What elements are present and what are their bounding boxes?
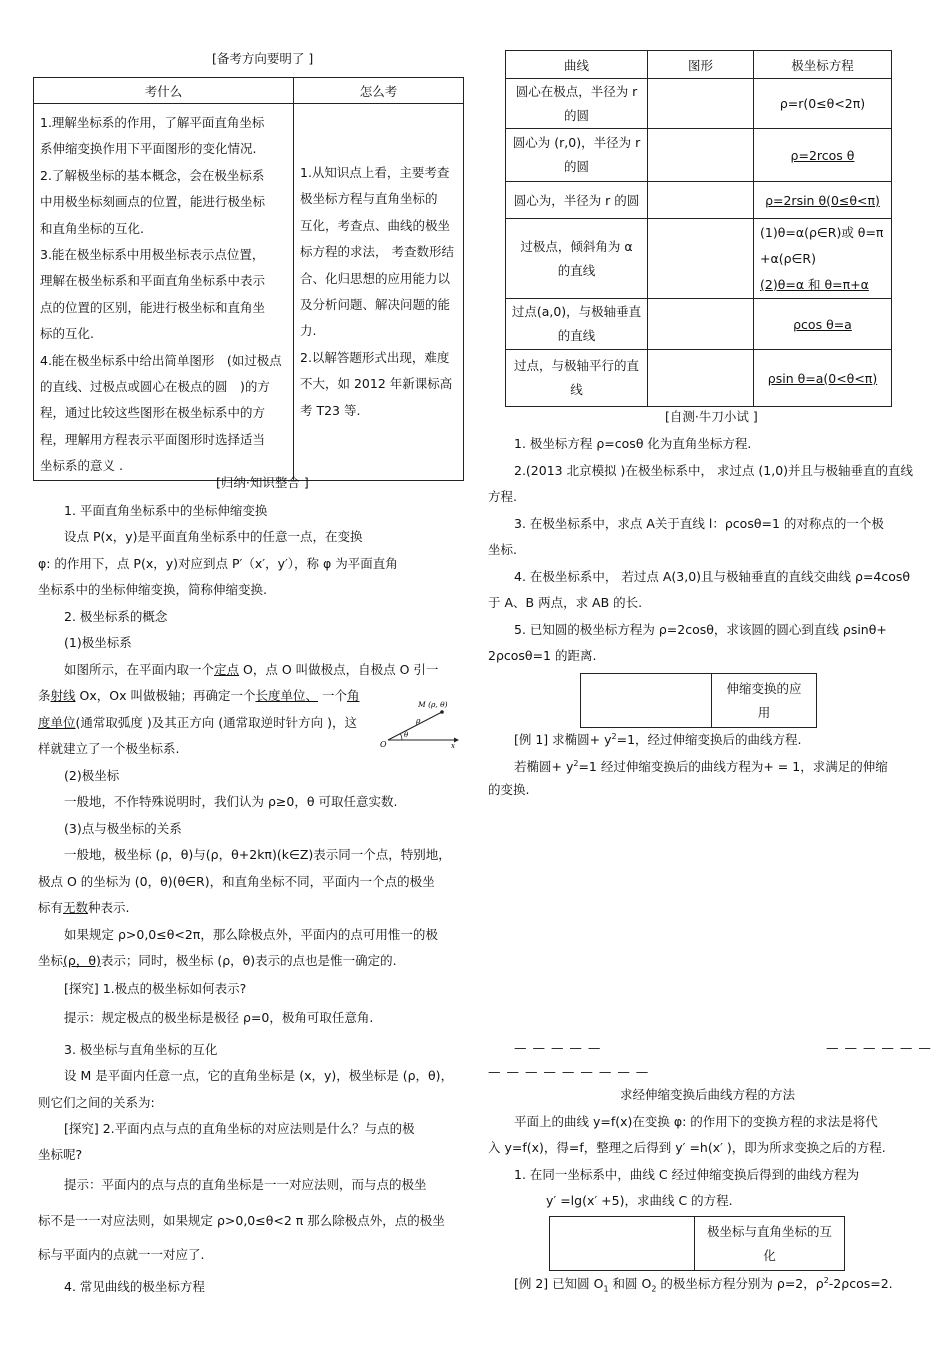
tishi-2-line-2: 标不是一一对应法则，如果规定 ρ>0,0≤θ<2 π 那么除极点外，点的极坐 <box>38 1213 445 1228</box>
curve-name-line: 线 <box>570 382 583 397</box>
curve-name-line: 过点(a,0)，与极轴垂直 <box>511 304 642 319</box>
kao-line: 1.理解坐标系的作用，了解平面直角坐标 <box>40 115 265 130</box>
underlined-term: (ρ，θ) <box>63 953 101 968</box>
question-5-line-1: 5. 已知圆的极坐标方程为 ρ=2cosθ，求该圆的圆心到直线 ρsinθ+ <box>514 622 887 637</box>
text: 的极坐标方程分别为 ρ=2，ρ <box>656 1276 824 1292</box>
method-line-1: 平面上的曲线 y=f(x)在变换 φ: 的作用下的变换方程的求法是将代 <box>514 1114 878 1129</box>
kao-line: 程，理解用方程表示平面图形时选择适当 <box>40 431 266 447</box>
equation: ρcos θ=a <box>793 316 852 332</box>
question-2-line-2: 方程. <box>488 489 517 504</box>
zenme-line: 互化，考查点、曲线的极坐 <box>300 217 451 233</box>
s2-3-line-1: 一般地，极坐标 (ρ，θ)与(ρ，θ+2kπ)(k∈Z)表示同一个点，特别地， <box>64 847 451 862</box>
underlined-term: 角 <box>346 688 360 703</box>
figure-cell <box>648 219 754 299</box>
text: 如图所示，在平面内取一个 <box>64 662 215 677</box>
curve-name-line: 圆心为 (r,0)，半径为 r <box>512 135 641 150</box>
dash-left: — — — — — <box>514 1040 602 1055</box>
zenme-line: 考 T23 等. <box>300 402 361 418</box>
question-3-line-1: 3. 在极坐标系中，求点 A关于直线 l：ρcosθ=1 的对称点的一个极 <box>514 516 884 531</box>
topic-box-2 <box>549 1216 845 1271</box>
s2-3-line-3 <box>38 899 130 917</box>
kao-line: 和直角坐标的互化. <box>40 220 144 236</box>
kao-line: 中用极坐标刻画点的位置，能进行极坐标 <box>40 194 266 210</box>
zenme-line: 力. <box>300 323 317 339</box>
question-3-line-2: 坐标. <box>488 542 517 557</box>
zenme-line: 2.以解答题形式出现，难度 <box>300 349 450 365</box>
text: 坐标 <box>38 953 64 968</box>
zice-header: [自测·牛刀小试 ] <box>665 409 758 424</box>
kao-line: 2.了解极坐标的基本概念，会在极坐标系 <box>40 167 265 183</box>
s2-3-line-2: 极点 O 的坐标为 (0，θ)(θ∈R)，和直角坐标不同，平面内一个点的极坐 <box>38 874 435 889</box>
section-4-title: 4. 常见曲线的极坐标方程 <box>64 1279 205 1294</box>
s2-3-line-4: 如果规定 ρ>0,0≤θ<2π，那么除极点外，平面内的点可用惟一的极 <box>64 927 438 942</box>
equation: (2)θ=α 和 θ=π+α <box>760 276 869 292</box>
s2-line-2 <box>38 687 359 705</box>
superscript: 2 <box>823 1276 829 1285</box>
text: O，点 O 叫做极点，自极点 O 引一 <box>239 662 439 677</box>
question-2-line-1: 2.(2013 北京模拟 )在极坐标系中， 求过点 (1,0)并且与极轴垂直的直线 <box>514 463 914 478</box>
s1-line-1: 设点 P(x，y)是平面直角坐标系中的任意一点，在变换 <box>64 529 363 544</box>
zenme-line: 合、化归思想的应用能力以 <box>300 270 451 286</box>
curve-name-cell <box>506 299 648 350</box>
text: [例 1] 求椭圆+ y <box>514 732 612 748</box>
dash-right: — — — — — — <box>826 1040 932 1055</box>
kao-line: 的直线、过极点或圆心在极点的圆 )的方 <box>40 379 270 395</box>
label-x: x <box>451 742 455 748</box>
text: 表示；同时，极坐标 (ρ，θ)表示的点也是惟一确定的. <box>100 953 397 968</box>
label-O: O <box>380 740 387 748</box>
figure-cell <box>648 129 754 182</box>
s2-sub-2: (2)极坐标 <box>64 768 120 783</box>
question-4-line-1: 4. 在极坐标系中， 若过点 A(3,0)且与极轴垂直的直线交曲线 ρ=4cosθ <box>514 569 911 584</box>
tanjiu-2-line-2: 坐标呢? <box>38 1147 83 1162</box>
header-kao-shenme: 考什么 <box>34 78 294 104</box>
kao-line: 坐标系的意义 . <box>40 458 123 474</box>
guina-header: [归纳·知识整合 ] <box>216 475 309 490</box>
equation-cell <box>754 79 892 129</box>
example-1-line-1 <box>514 728 802 749</box>
equation: (1)θ=α(ρ∈R)或 θ=π <box>760 224 884 240</box>
equation-cell <box>754 182 892 219</box>
tishi-2-line-3: 标与平面内的点就一一对应了. <box>38 1247 205 1262</box>
zenme-line: 不大，如 2012 年新课标高 <box>300 376 453 392</box>
equation-cell <box>754 129 892 182</box>
topic-box-label <box>712 674 817 728</box>
text: 条 <box>38 688 51 703</box>
topic-box-empty <box>581 674 712 728</box>
s2-sub-3: (3)点与极坐标的关系 <box>64 821 182 836</box>
s2-line-1 <box>64 661 438 679</box>
s2-line-3 <box>38 714 357 732</box>
equation: ρ=2rcos θ <box>790 147 855 163</box>
text: (通常取弧度 )及其正方向 (通常取逆时针方向 )，这 <box>75 715 357 730</box>
curve-name-cell <box>506 129 648 182</box>
kao-shenme-cell <box>34 104 294 481</box>
curve-name-line: 圆心为，半径为 r 的圆 <box>513 193 640 208</box>
topic-box-empty <box>550 1217 695 1271</box>
beikao-table <box>33 77 464 481</box>
polar-coordinate-figure <box>378 698 460 748</box>
method-line-2: 入 y=f(x)，得=f，整理之后得到 y′ =h(x′ )，即为所求变换之后的方程. <box>488 1140 886 1155</box>
text: =1 经过伸缩变换后的曲线方程为+ = 1，求满足的伸缩 <box>578 759 888 775</box>
s2-sub-1: (1)极坐标系 <box>64 635 132 650</box>
curve-name-cell <box>506 350 648 407</box>
equation: ρsin θ=a(0<θ<π) <box>767 370 878 386</box>
practice-1-line-2: y′ =lg(x′ +5)，求曲线 C 的方程. <box>546 1193 733 1208</box>
section-1-title: 1. 平面直角坐标系中的坐标伸缩变换 <box>64 503 268 518</box>
figure-cell <box>648 79 754 129</box>
question-1: 1. 极坐标方程 ρ=cosθ 化为直角坐标方程. <box>514 436 752 451</box>
equation: ρ=r(0≤θ<2π) <box>779 96 866 111</box>
text: 种表示. <box>88 900 130 915</box>
angle-arc <box>400 734 402 740</box>
zenme-line: 极坐标方程与直角坐标的 <box>300 191 438 207</box>
example-1-line-2 <box>514 755 888 776</box>
curve-name-line: 的圆 <box>563 159 589 174</box>
zenme-kao-cell <box>294 104 464 481</box>
s2-line-4: 样就建立了一个极坐标系. <box>38 741 180 756</box>
kao-line: 系伸缩变换作用下平面图形的变化情况. <box>40 141 257 157</box>
label-theta: θ <box>404 731 409 739</box>
s2-2-line: 一般地，不作特殊说明时，我们认为 ρ≥0，θ 可取任意实数. <box>64 794 398 809</box>
kao-line: 点的位置的区别，能进行极坐标和直角坐 <box>40 299 266 315</box>
header-curve: 曲线 <box>506 51 648 79</box>
curve-name-cell <box>506 219 648 299</box>
curve-name-line: 的直线 <box>557 262 596 278</box>
curve-name-cell <box>506 79 648 129</box>
text: [例 2] 已知圆 O <box>514 1276 604 1292</box>
curve-name-line: 过极点，倾斜角为 α <box>520 238 633 254</box>
underlined-term: 长度单位、 <box>255 688 318 703</box>
topic-box-label <box>695 1217 845 1271</box>
zenme-line: 1.从知识点上看，主要考查 <box>300 165 450 180</box>
text: 标有 <box>38 900 64 915</box>
equation-cell <box>754 299 892 350</box>
kao-line: 理解在极坐标系和平面直角坐标系中表示 <box>40 273 266 289</box>
point-M <box>440 710 444 714</box>
subscript: 2 <box>651 1284 657 1294</box>
practice-1-line-1: 1. 在同一坐标系中，曲线 C 经过伸缩变换后得到的曲线方程为 <box>514 1167 860 1182</box>
tanjiu-1: [探究] 1.极点的极坐标如何表示? <box>64 981 247 996</box>
figure-cell <box>648 182 754 219</box>
kao-line: 标的互化. <box>40 326 94 342</box>
subscript: 1 <box>603 1284 609 1294</box>
underlined-term: 无数 <box>63 900 89 915</box>
topic-line: 用 <box>757 704 771 720</box>
label-M: M (ρ, θ) <box>418 700 448 709</box>
s3-line-1: 设 M 是平面内任意一点，它的直角坐标是 (x，y)，极坐标是 (ρ，θ)， <box>64 1068 454 1083</box>
tishi-2-line-1: 提示：平面内的点与点的直角坐标是一一对应法则，而与点的极坐 <box>64 1177 427 1192</box>
section-2-title: 2. 极坐标系的概念 <box>64 609 168 624</box>
curve-name-line: 圆心在极点，半径为 r <box>515 83 638 99</box>
method-title: 求经伸缩变换后曲线方程的方法 <box>620 1087 796 1102</box>
figure-cell <box>648 299 754 350</box>
example-1-line-3: 的变换. <box>488 782 530 797</box>
underlined-term: 度单位 <box>38 715 76 730</box>
topic-line: 伸缩变换的应 <box>726 680 802 696</box>
text: -2ρcos=2. <box>828 1276 893 1292</box>
example-2 <box>514 1272 893 1299</box>
figure-cell <box>648 350 754 407</box>
underlined-term: 定点 <box>214 662 240 677</box>
curve-name-line: 的直线 <box>557 328 596 343</box>
header-figure: 图形 <box>648 51 754 79</box>
topic-line: 化 <box>763 1247 776 1263</box>
curve-name-line: 的圆 <box>563 107 589 123</box>
topic-box-1 <box>580 673 817 728</box>
superscript: 2 <box>573 759 579 768</box>
text: =1，经过伸缩变换后的曲线方程. <box>616 732 802 748</box>
kao-line: 4.能在极坐标系中给出简单图形 (如过极点 <box>40 352 282 368</box>
topic-line: 极坐标与直角坐标的互 <box>706 1223 832 1239</box>
label-rho: ρ <box>416 716 421 725</box>
equation: ρ=2rsin θ(0≤θ<π) <box>765 192 880 208</box>
section-3-title: 3. 极坐标与直角坐标的互化 <box>64 1042 218 1057</box>
underlined-term: 射线 <box>50 688 76 703</box>
tanjiu-2-line-1: [探究] 2.平面内点与点的直角坐标的对应法则是什么？与点的极 <box>64 1121 415 1136</box>
kao-line: 程，通过比较这些图形在极坐标系中的方 <box>40 405 266 421</box>
equation: +α(ρ∈R) <box>760 250 816 266</box>
s1-line-2: φ: 的作用下，点 P(x，y)对应到点 P′（x′，y′），称 φ 为平面直角 <box>38 556 398 571</box>
equation-cell <box>754 350 892 407</box>
question-4-line-2: 于 A、B 两点，求 AB 的长. <box>488 595 643 610</box>
superscript: 2 <box>611 732 617 741</box>
s1-line-3: 坐标系中的坐标伸缩变换，简称伸缩变换. <box>38 582 267 597</box>
zenme-line: 标方程的求法， 考查数形结 <box>300 244 454 260</box>
tishi-1: 提示：规定极点的极坐标是极径 ρ=0，极角可取任意角. <box>64 1010 374 1025</box>
dash-second: — — — — — — — — — <box>488 1064 650 1079</box>
equation-cell <box>754 219 892 299</box>
beikao-header: [备考方向要明了 ] <box>212 51 314 66</box>
kao-line: 3.能在极坐标系中用极坐标表示点位置， <box>40 247 265 263</box>
text: Ox，Ox 叫做极轴；再确定一个 <box>75 688 256 703</box>
s2-3-line-5 <box>38 952 397 970</box>
curve-name-cell <box>506 182 648 219</box>
question-5-line-2: 2ρcosθ=1 的距离. <box>488 648 597 663</box>
curve-name-line: 过点，与极轴平行的直 <box>513 358 639 373</box>
radius-line <box>388 712 442 740</box>
zenme-line: 及分析问题、解决问题的能 <box>300 297 451 313</box>
text: 若椭圆+ y <box>514 759 574 775</box>
s3-line-2: 则它们之间的关系为: <box>38 1095 155 1110</box>
curve-table <box>505 50 892 407</box>
text: 和圆 O <box>608 1276 652 1292</box>
text: 一个 <box>317 688 347 703</box>
header-zenme-kao: 怎么考 <box>294 78 464 104</box>
header-equation: 极坐标方程 <box>754 51 892 79</box>
